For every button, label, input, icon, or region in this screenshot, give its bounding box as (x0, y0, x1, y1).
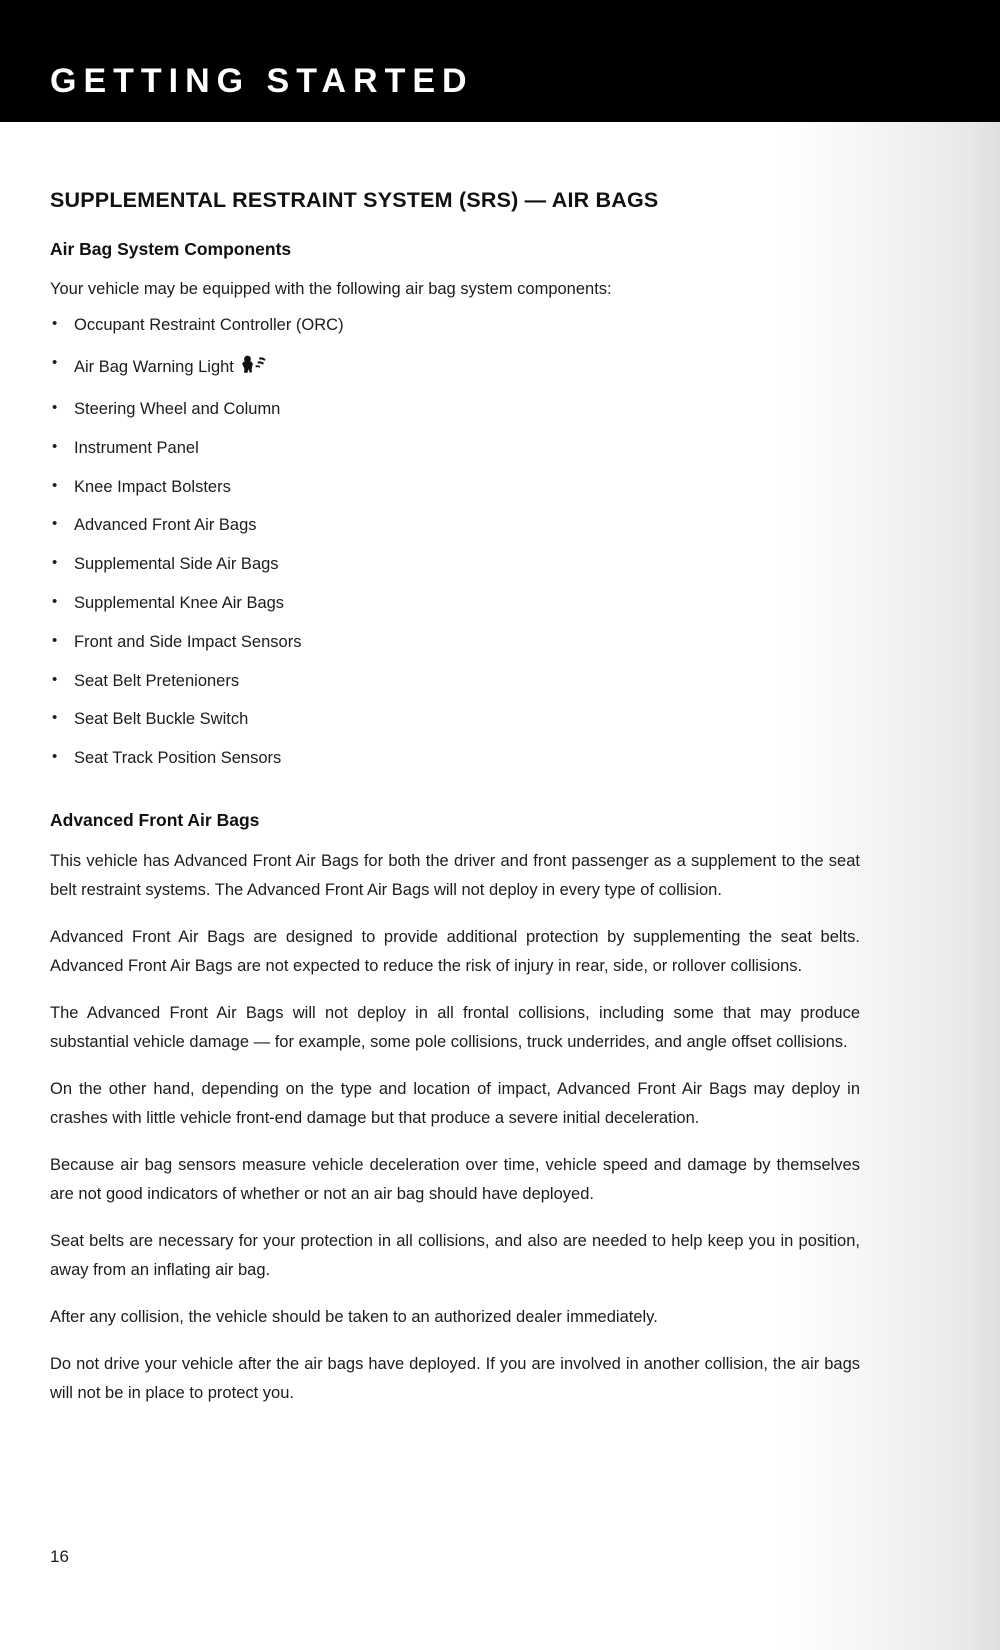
list-item (50, 478, 860, 517)
list-item (50, 633, 860, 672)
components-intro: Your vehicle may be equipped with the following air bag system components: (50, 280, 612, 298)
list-item-label: Steering Wheel and Column (74, 399, 281, 418)
list-item (50, 594, 860, 633)
list-item-label: Seat Belt Buckle Switch (74, 710, 249, 729)
advanced-paragraph-6: Seat belts are necessary for your protection in all collisions, and also are needed to help keep you in position, away from an inflating air bag. (50, 1232, 860, 1280)
components-heading: Air Bag System Components (50, 239, 292, 259)
advanced-paragraph-3: The Advanced Front Air Bags will not deploy in all frontal collisions, including some that may produce substantial vehicle damage — for example, some pole collisions, truck underrides, and angle offset collisions. (50, 1004, 860, 1052)
list-item (50, 749, 860, 788)
page-content (50, 188, 860, 1426)
list-item (50, 316, 860, 355)
list-item (50, 439, 860, 478)
advanced-paragraph-5: Because air bag sensors measure vehicle deceleration over time, vehicle speed and damage by themselves are not good indicators of whether or not an air bag should have deployed. (50, 1156, 860, 1204)
page-number: 16 (50, 1547, 69, 1566)
advanced-paragraph-1: This vehicle has Advanced Front Air Bags for both the driver and front passenger as a supplement to the seat belt restraint systems. The Advanced Front Air Bags will not deploy in every type of collision. (50, 851, 860, 899)
list-item (50, 400, 860, 439)
air-bag-components-list (50, 316, 860, 788)
advanced-paragraph-4: On the other hand, depending on the type and location of impact, Advanced Front Air Bags may deploy in crashes with little vehicle front-end damage but that produce a severe initial deceleration. (50, 1080, 860, 1128)
list-item-label: Seat Belt Pretenioners (74, 671, 240, 690)
advanced-front-air-bags-heading: Advanced Front Air Bags (50, 809, 260, 830)
list-item-label: Occupant Restraint Controller (ORC) (74, 316, 344, 335)
list-item-label: Seat Track Position Sensors (74, 749, 282, 768)
list-item-label: Supplemental Knee Air Bags (74, 593, 285, 612)
page-header-title: GETTING STARTED (50, 62, 474, 100)
list-item (50, 555, 860, 594)
list-item (50, 516, 860, 555)
list-item-label: Air Bag Warning Light (74, 358, 234, 377)
list-item-label: Instrument Panel (74, 438, 199, 457)
airbag-warning-light-icon (240, 355, 266, 381)
section-title: SUPPLEMENTAL RESTRAINT SYSTEM (SRS) — AIR BAGS (50, 188, 659, 212)
list-item-label: Supplemental Side Air Bags (74, 555, 279, 574)
list-item (50, 672, 860, 711)
page-header-band (0, 0, 1000, 122)
advanced-paragraph-2: Advanced Front Air Bags are designed to provide additional protection by supplementing the seat belts. Advanced Front Air Bags are not expected to reduce the risk of injury in rear, side, or rollover collisions. (50, 928, 860, 976)
list-item-label: Advanced Front Air Bags (74, 516, 257, 535)
list-item (50, 355, 860, 400)
advanced-paragraph-7: After any collision, the vehicle should be taken to an authorized dealer immediately. (50, 1308, 658, 1327)
list-item (50, 710, 860, 749)
advanced-paragraph-8: Do not drive your vehicle after the air bags have deployed. If you are involved in another collision, the air bags will not be in place to protect you. (50, 1355, 860, 1403)
list-item-label: Knee Impact Bolsters (74, 477, 231, 496)
list-item-label: Front and Side Impact Sensors (74, 632, 302, 651)
